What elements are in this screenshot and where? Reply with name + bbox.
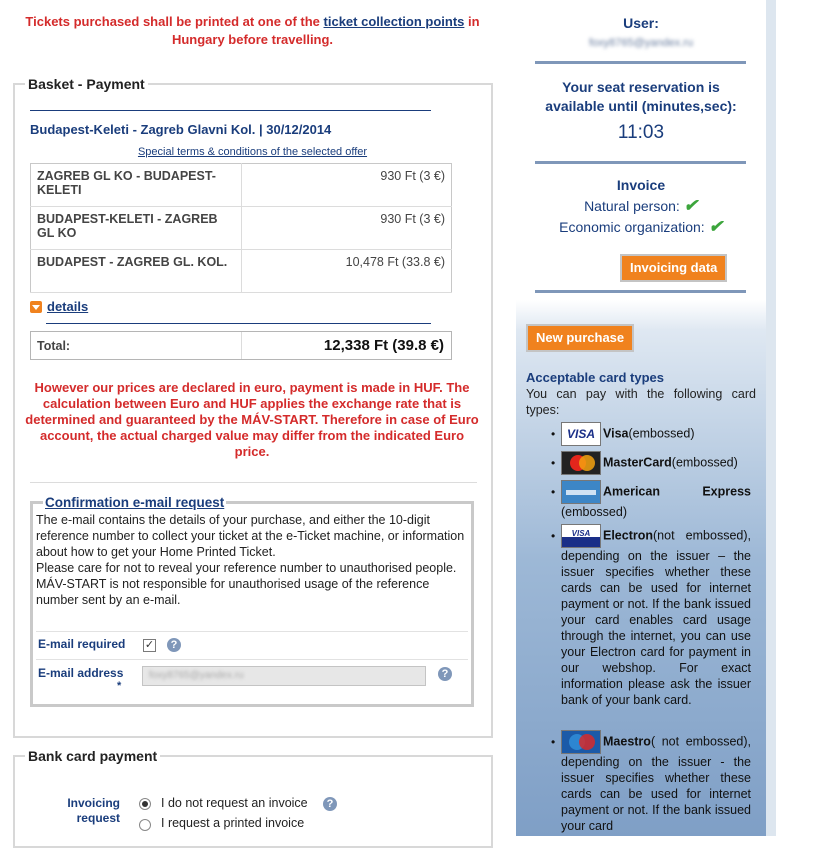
divider	[46, 323, 431, 324]
divider	[535, 290, 746, 293]
fare-route: ZAGREB GL KO - BUDAPEST-KELETI	[31, 164, 242, 207]
notice-text-end: in Hungary before travelling.	[171, 14, 480, 47]
user-email: foxy8765@yandex.ru	[588, 37, 694, 49]
divider	[30, 482, 477, 483]
fares-table	[30, 163, 452, 293]
natural-person-label: Natural person:	[584, 198, 680, 214]
route-title: Budapest-Keleti - Zagreb Glavni Kol. | 30/12/2014	[30, 122, 332, 137]
checkmark-icon: ✔	[708, 217, 723, 236]
no-invoice-label[interactable]: I do not request an invoice	[161, 796, 308, 810]
help-icon[interactable]: ?	[323, 797, 337, 811]
page-margin	[776, 0, 815, 836]
confirmation-text-1: The e-mail contains the details of your purchase, and either the 10-digit reference number to collect your ticket at the e-Ticket machine, or information about how to get your Home Printed Ticket.	[36, 513, 465, 559]
table-row	[31, 207, 452, 250]
confirmation-legend[interactable]: Confirmation e-mail request	[45, 495, 225, 510]
card-desc: (embossed)	[628, 426, 695, 441]
list-item	[561, 451, 751, 475]
list-item	[561, 480, 751, 520]
card-types-intro: You can pay with the following card types:	[526, 387, 756, 417]
email-required-label: E-mail required	[38, 637, 126, 651]
total-row	[30, 331, 452, 360]
bank-card-legend: Bank card payment	[28, 748, 158, 764]
card-name: American Express	[603, 484, 751, 499]
required-star: *	[117, 680, 122, 692]
fare-route: BUDAPEST-KELETI - ZAGREB GL KO	[31, 207, 242, 250]
total-value: 12,338 Ft (39.8 €)	[323, 337, 444, 354]
card-desc: (embossed)	[671, 455, 738, 470]
ticket-collection-points-link[interactable]: ticket collection points	[323, 14, 465, 29]
fare-price: 930 Ft (3 €)	[242, 207, 452, 250]
list-item	[561, 524, 751, 708]
notice-text: Tickets purchased shall be printed at one of the	[25, 14, 324, 29]
invoicing-request-label: Invoicing request	[67, 796, 120, 825]
visa-logo-icon: VISA	[561, 422, 601, 446]
new-purchase-button[interactable]: New purchase	[526, 324, 634, 352]
maestro-logo-icon	[561, 730, 601, 754]
invoice-title: Invoice	[616, 177, 666, 193]
amex-logo-icon	[561, 480, 601, 504]
sidebar-edge	[766, 0, 776, 836]
confirmation-text-2: Please care for not to reveal your reference number to unauthorised people.	[36, 561, 457, 575]
list-item	[561, 730, 751, 834]
reservation-text: Your seat reservation is available until (minutes,sec):	[545, 79, 737, 114]
help-icon[interactable]: ?	[167, 638, 181, 652]
invoicing-data-button[interactable]: Invoicing data	[620, 254, 727, 282]
economic-org-label: Economic organization:	[559, 219, 705, 235]
fare-route: BUDAPEST - ZAGREB GL. KOL.	[31, 250, 242, 293]
printed-invoice-radio[interactable]	[139, 819, 151, 831]
divider	[535, 61, 746, 64]
table-row	[31, 250, 452, 293]
card-name: Maestro	[603, 734, 651, 749]
mastercard-logo-icon	[561, 451, 601, 475]
fare-price: 930 Ft (3 €)	[242, 164, 452, 207]
card-name: Electron	[603, 528, 654, 543]
card-desc: (embossed)	[561, 505, 627, 519]
basket-legend: Basket - Payment	[28, 76, 145, 92]
card-desc: ( not embossed), depending on the issuer - the issuer specifies whether these cards can be used for internet payment or not. If the bank issued your card	[561, 734, 751, 833]
table-row	[31, 164, 452, 207]
help-icon[interactable]: ?	[438, 667, 452, 681]
special-terms-link[interactable]: Special terms & conditions of the selected offer	[137, 146, 368, 158]
reservation-timer: 11:03	[617, 122, 665, 143]
checkmark-icon: ✔	[683, 196, 698, 215]
email-required-checkbox[interactable]: ✓	[144, 639, 155, 651]
details-toggle[interactable]	[30, 299, 88, 314]
expand-arrow-icon	[30, 301, 42, 313]
divider	[535, 161, 746, 164]
email-address-label: E-mail address	[38, 666, 124, 680]
economic-org-row	[516, 217, 766, 237]
card-name: MasterCard	[603, 455, 672, 470]
card-desc: (not embossed), depending on the issuer – the issuer specifies whether these cards can be used for internet payment or not. If the bank issued your card enables card usage through the internet, you can use your Electron card for payment in our webshop. For exact information please ask the issuer bank of your bank card.	[561, 528, 751, 707]
print-notice	[10, 13, 495, 49]
card-types-title: Acceptable card types	[526, 370, 665, 385]
user-label: User:	[623, 15, 659, 31]
confirmation-text-3: MÁV-START is not responsible for unauthorised usage of the reference number sent by an e-mail.	[36, 577, 430, 607]
list-item	[561, 422, 751, 446]
fare-price: 10,478 Ft (33.8 €)	[242, 250, 452, 293]
card-name: Visa	[603, 426, 629, 441]
total-label: Total:	[31, 332, 242, 359]
divider	[30, 110, 431, 111]
confirmation-description	[36, 512, 468, 608]
currency-warning: However our prices are declared in euro, payment is made in HUF. The calculation between Euro and HUF applies the exchange rate that is determined and guaranteed by the MÁV-START. Therefore in case of Euro account, the actual charged value may differ from the indicated Euro price.	[25, 380, 479, 459]
printed-invoice-label[interactable]: I request a printed invoice	[161, 816, 305, 830]
email-field-value: foxy8765@yandex.ru	[149, 670, 244, 681]
email-field[interactable]	[142, 666, 426, 686]
no-invoice-radio[interactable]	[139, 798, 151, 810]
electron-logo-icon	[561, 524, 601, 548]
natural-person-row	[516, 196, 766, 216]
details-link[interactable]: details	[47, 299, 89, 314]
